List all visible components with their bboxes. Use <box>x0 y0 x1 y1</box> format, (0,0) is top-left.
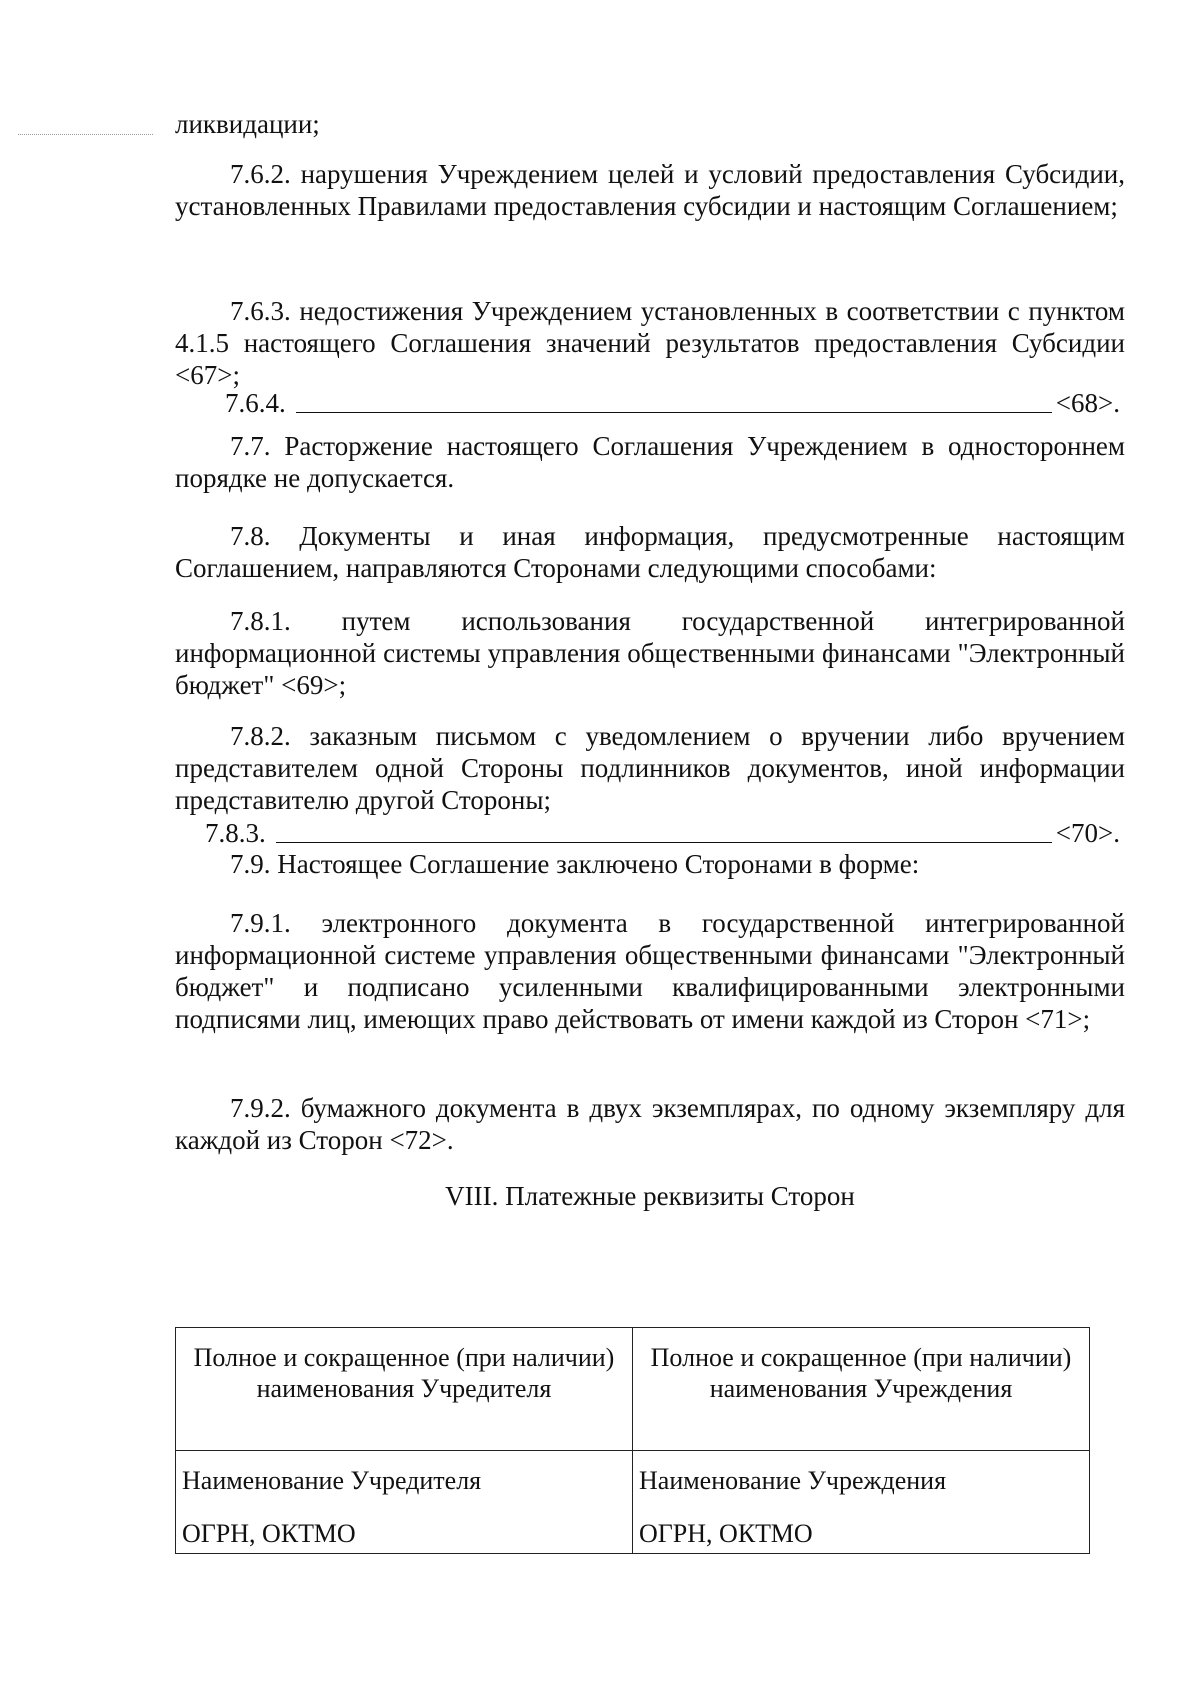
payment-details-table <box>175 1327 1090 1554</box>
clause-7-9: 7.9. Настоящее Соглашение заключено Сторонами в форме: <box>230 849 920 879</box>
clause-7-9-1: 7.9.1. электронного документа в государственной интегрированной информационной системе управления общественными финансами "Электронный бюджет" и подписано усиленными квалифицированными электронными подписями лиц, имеющих право действовать от имени каждой из Сторон <71>; <box>175 908 1125 1034</box>
clause-7-7: 7.7. Расторжение настоящего Соглашения Учреждением в одностороннем порядке не допускается. <box>175 431 1125 493</box>
founder-cell <box>176 1451 633 1554</box>
founder-codes: ОГРН, ОКТМО <box>182 1519 356 1548</box>
clause-number: 7.6.4. <box>225 388 286 418</box>
institution-name: Наименование Учреждения <box>639 1466 947 1495</box>
clause-7-8: 7.8. Документы и иная информация, предусмотренные настоящим Соглашением, направляются Сторонами следующими способами: <box>175 521 1125 583</box>
table-header-row <box>176 1328 1090 1451</box>
clause-7-6-2: 7.6.2. нарушения Учреждением целей и условий предоставления Субсидии, установленных Правилами предоставления субсидии и настоящим Соглашением; <box>175 159 1125 221</box>
clause-7-9-2: 7.9.2. бумажного документа в двух экземплярах, по одному экземпляру для каждой из Сторон <72>. <box>175 1093 1125 1155</box>
section-8-title: VIII. Платежные реквизиты Сторон <box>445 1181 855 1211</box>
institution-cell <box>633 1451 1090 1554</box>
footnote-ref: <68>. <box>1055 388 1120 418</box>
clause-7-6-3: 7.6.3. недостижения Учреждением установленных в соответствии с пунктом 4.1.5 настоящего Соглашения значений результатов предоставления Субсидии <67>; <box>175 296 1125 390</box>
founder-name: Наименование Учредителя <box>182 1466 482 1495</box>
clause-7-8-2: 7.8.2. заказным письмом с уведомлением о вручении либо вручением представителем одной Стороны подлинников документов, иной информации представителю другой Стороны; <box>175 721 1125 815</box>
table-row <box>176 1451 1090 1554</box>
continuation-text: ликвидации; <box>175 109 320 139</box>
clause-number: 7.8.3. <box>205 818 266 848</box>
fill-in-line <box>276 841 1052 843</box>
institution-codes: ОГРН, ОКТМО <box>639 1519 813 1548</box>
footnote-ref: <70>. <box>1055 818 1120 848</box>
clause-7-6-4 <box>225 387 1120 419</box>
clause-7-8-3 <box>205 817 1120 849</box>
clause-7-8-1: 7.8.1. путем использования государственной интегрированной информационной системы управления общественными финансами "Электронный бюджет" <69>; <box>175 606 1125 700</box>
fill-in-line <box>296 411 1052 413</box>
header-institution: Полное и сокращенное (при наличии) наименования Учреждения <box>633 1328 1090 1451</box>
scan-artifact <box>18 130 153 135</box>
header-founder: Полное и сокращенное (при наличии) наименования Учредителя <box>176 1328 633 1451</box>
